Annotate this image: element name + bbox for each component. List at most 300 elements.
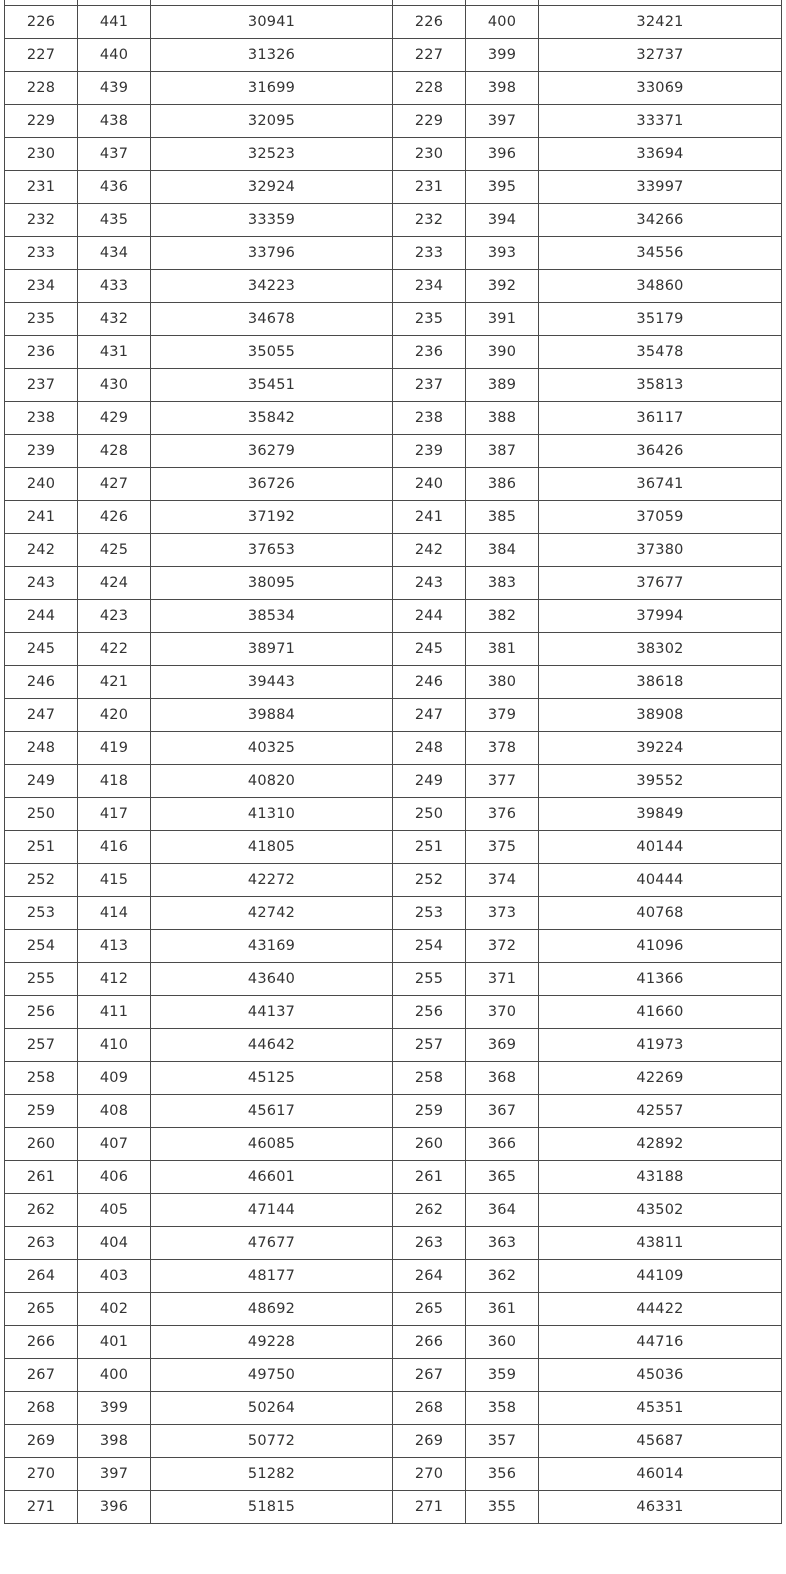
cell-cumulative-left: 30941 bbox=[151, 6, 393, 39]
cell-rank-left: 244 bbox=[5, 600, 78, 633]
table-row bbox=[5, 1359, 782, 1392]
cell-rank-right: 234 bbox=[393, 270, 466, 303]
cell-score-right: 364 bbox=[466, 1194, 539, 1227]
cell-rank-left: 226 bbox=[5, 6, 78, 39]
cell-rank-right: 239 bbox=[393, 435, 466, 468]
table-row bbox=[5, 270, 782, 303]
cell-cumulative-right: 34266 bbox=[539, 204, 782, 237]
cell-rank-right: 255 bbox=[393, 963, 466, 996]
cell-rank-right: 235 bbox=[393, 303, 466, 336]
table-row bbox=[5, 930, 782, 963]
cell-cumulative-right: 39849 bbox=[539, 798, 782, 831]
cell-rank-right: 226 bbox=[393, 6, 466, 39]
table-row bbox=[5, 1095, 782, 1128]
cell-rank-right: 259 bbox=[393, 1095, 466, 1128]
cell-cumulative-right: 45351 bbox=[539, 1392, 782, 1425]
cell-cumulative-left: 37192 bbox=[151, 501, 393, 534]
cell-score-left: 412 bbox=[78, 963, 151, 996]
cell-rank-left: 265 bbox=[5, 1293, 78, 1326]
cell-score-left: 419 bbox=[78, 732, 151, 765]
cell-score-right: 390 bbox=[466, 336, 539, 369]
cell-cumulative-left: 41805 bbox=[151, 831, 393, 864]
cell-score-left: 414 bbox=[78, 897, 151, 930]
cell-score-left: 431 bbox=[78, 336, 151, 369]
cell-rank-right: 266 bbox=[393, 1326, 466, 1359]
cell-cumulative-left: 47144 bbox=[151, 1194, 393, 1227]
cell-score-right: 366 bbox=[466, 1128, 539, 1161]
cell-score-left: 396 bbox=[78, 1491, 151, 1524]
cell-rank-left: 271 bbox=[5, 1491, 78, 1524]
table-row bbox=[5, 6, 782, 39]
cell-rank-left: 230 bbox=[5, 138, 78, 171]
cell-cumulative-left: 41310 bbox=[151, 798, 393, 831]
cell-rank-right: 238 bbox=[393, 402, 466, 435]
cell-score-left: 415 bbox=[78, 864, 151, 897]
cell-cumulative-right: 40768 bbox=[539, 897, 782, 930]
cell-cumulative-left: 43169 bbox=[151, 930, 393, 963]
table-row bbox=[5, 39, 782, 72]
cell-score-right: 383 bbox=[466, 567, 539, 600]
table-row bbox=[5, 138, 782, 171]
cell-score-right: 372 bbox=[466, 930, 539, 963]
cell-cumulative-left: 31699 bbox=[151, 72, 393, 105]
cell-score-right: 400 bbox=[466, 6, 539, 39]
table-row bbox=[5, 1260, 782, 1293]
cell-score-right: 380 bbox=[466, 666, 539, 699]
cell-rank-right: 252 bbox=[393, 864, 466, 897]
cell-score-left: 441 bbox=[78, 6, 151, 39]
cell-rank-left: 258 bbox=[5, 1062, 78, 1095]
cell-cumulative-right: 38908 bbox=[539, 699, 782, 732]
cell-cumulative-left: 35842 bbox=[151, 402, 393, 435]
cell-score-left: 410 bbox=[78, 1029, 151, 1062]
cell-score-right: 373 bbox=[466, 897, 539, 930]
cell-score-left: 404 bbox=[78, 1227, 151, 1260]
cell-score-right: 367 bbox=[466, 1095, 539, 1128]
table-row bbox=[5, 897, 782, 930]
cell-score-right: 384 bbox=[466, 534, 539, 567]
table-row bbox=[5, 204, 782, 237]
cell-score-left: 433 bbox=[78, 270, 151, 303]
cell-cumulative-left: 45617 bbox=[151, 1095, 393, 1128]
cell-score-left: 405 bbox=[78, 1194, 151, 1227]
cell-cumulative-left: 42742 bbox=[151, 897, 393, 930]
cell-rank-left: 262 bbox=[5, 1194, 78, 1227]
cell-rank-left: 245 bbox=[5, 633, 78, 666]
cell-cumulative-left: 34678 bbox=[151, 303, 393, 336]
cell-cumulative-left: 33796 bbox=[151, 237, 393, 270]
cell-cumulative-right: 37380 bbox=[539, 534, 782, 567]
table-row bbox=[5, 501, 782, 534]
cell-score-left: 427 bbox=[78, 468, 151, 501]
cell-rank-right: 237 bbox=[393, 369, 466, 402]
cell-score-right: 355 bbox=[466, 1491, 539, 1524]
cell-cumulative-left: 51815 bbox=[151, 1491, 393, 1524]
cell-cumulative-left: 47677 bbox=[151, 1227, 393, 1260]
cell-rank-right: 229 bbox=[393, 105, 466, 138]
cell-rank-left: 247 bbox=[5, 699, 78, 732]
cell-score-right: 365 bbox=[466, 1161, 539, 1194]
cell-cumulative-left: 46085 bbox=[151, 1128, 393, 1161]
cell-score-right: 392 bbox=[466, 270, 539, 303]
cell-cumulative-left: 36279 bbox=[151, 435, 393, 468]
cell-score-left: 434 bbox=[78, 237, 151, 270]
cell-score-right: 395 bbox=[466, 171, 539, 204]
cell-cumulative-left: 39884 bbox=[151, 699, 393, 732]
cell-score-right: 397 bbox=[466, 105, 539, 138]
cell-score-right: 363 bbox=[466, 1227, 539, 1260]
cell-score-left: 439 bbox=[78, 72, 151, 105]
cell-score-right: 359 bbox=[466, 1359, 539, 1392]
cell-cumulative-right: 42269 bbox=[539, 1062, 782, 1095]
cell-score-left: 416 bbox=[78, 831, 151, 864]
cell-cumulative-left: 34223 bbox=[151, 270, 393, 303]
table-row bbox=[5, 1458, 782, 1491]
cell-score-right: 398 bbox=[466, 72, 539, 105]
cell-rank-left: 229 bbox=[5, 105, 78, 138]
table-row bbox=[5, 1392, 782, 1425]
cell-cumulative-left: 36726 bbox=[151, 468, 393, 501]
cell-rank-left: 239 bbox=[5, 435, 78, 468]
cell-score-left: 402 bbox=[78, 1293, 151, 1326]
table-row bbox=[5, 468, 782, 501]
cell-cumulative-right: 33694 bbox=[539, 138, 782, 171]
cell-rank-left: 232 bbox=[5, 204, 78, 237]
cell-cumulative-right: 37994 bbox=[539, 600, 782, 633]
table-row bbox=[5, 1194, 782, 1227]
cell-cumulative-left: 38534 bbox=[151, 600, 393, 633]
cell-rank-right: 243 bbox=[393, 567, 466, 600]
cell-rank-right: 228 bbox=[393, 72, 466, 105]
table-row bbox=[5, 72, 782, 105]
cell-rank-left: 231 bbox=[5, 171, 78, 204]
cell-score-right: 382 bbox=[466, 600, 539, 633]
cell-rank-right: 253 bbox=[393, 897, 466, 930]
cell-rank-right: 256 bbox=[393, 996, 466, 1029]
table-row bbox=[5, 237, 782, 270]
cell-cumulative-right: 38302 bbox=[539, 633, 782, 666]
cell-cumulative-right: 40144 bbox=[539, 831, 782, 864]
cell-rank-right: 258 bbox=[393, 1062, 466, 1095]
cell-score-left: 421 bbox=[78, 666, 151, 699]
cell-cumulative-right: 33997 bbox=[539, 171, 782, 204]
cell-score-right: 399 bbox=[466, 39, 539, 72]
cell-rank-right: 268 bbox=[393, 1392, 466, 1425]
cell-rank-left: 238 bbox=[5, 402, 78, 435]
table-row bbox=[5, 666, 782, 699]
cell-cumulative-right: 45687 bbox=[539, 1425, 782, 1458]
cell-rank-right: 261 bbox=[393, 1161, 466, 1194]
cell-score-left: 403 bbox=[78, 1260, 151, 1293]
cell-score-left: 400 bbox=[78, 1359, 151, 1392]
cell-score-right: 379 bbox=[466, 699, 539, 732]
cell-rank-left: 268 bbox=[5, 1392, 78, 1425]
cell-cumulative-right: 39552 bbox=[539, 765, 782, 798]
cell-rank-right: 247 bbox=[393, 699, 466, 732]
cell-cumulative-left: 40325 bbox=[151, 732, 393, 765]
cell-score-right: 369 bbox=[466, 1029, 539, 1062]
cell-score-right: 389 bbox=[466, 369, 539, 402]
ranking-table-container bbox=[4, 0, 781, 1524]
cell-cumulative-left: 46601 bbox=[151, 1161, 393, 1194]
cell-score-right: 357 bbox=[466, 1425, 539, 1458]
cell-cumulative-right: 33069 bbox=[539, 72, 782, 105]
cell-score-right: 360 bbox=[466, 1326, 539, 1359]
cell-cumulative-left: 50772 bbox=[151, 1425, 393, 1458]
cell-rank-left: 263 bbox=[5, 1227, 78, 1260]
cell-cumulative-right: 44109 bbox=[539, 1260, 782, 1293]
cell-rank-left: 269 bbox=[5, 1425, 78, 1458]
cell-rank-right: 231 bbox=[393, 171, 466, 204]
cell-rank-left: 256 bbox=[5, 996, 78, 1029]
cell-score-left: 440 bbox=[78, 39, 151, 72]
cell-score-left: 397 bbox=[78, 1458, 151, 1491]
cell-score-right: 374 bbox=[466, 864, 539, 897]
cell-rank-right: 230 bbox=[393, 138, 466, 171]
table-row bbox=[5, 1227, 782, 1260]
table-row bbox=[5, 369, 782, 402]
table-row bbox=[5, 1491, 782, 1524]
cell-rank-right: 254 bbox=[393, 930, 466, 963]
cell-rank-left: 266 bbox=[5, 1326, 78, 1359]
cell-score-left: 422 bbox=[78, 633, 151, 666]
cell-cumulative-right: 36741 bbox=[539, 468, 782, 501]
cell-score-right: 376 bbox=[466, 798, 539, 831]
cell-cumulative-right: 36117 bbox=[539, 402, 782, 435]
cell-cumulative-left: 38971 bbox=[151, 633, 393, 666]
cell-score-left: 437 bbox=[78, 138, 151, 171]
table-row bbox=[5, 1161, 782, 1194]
cell-cumulative-right: 33371 bbox=[539, 105, 782, 138]
cell-rank-right: 232 bbox=[393, 204, 466, 237]
table-row bbox=[5, 1293, 782, 1326]
table-row bbox=[5, 963, 782, 996]
cell-score-left: 435 bbox=[78, 204, 151, 237]
cell-score-right: 361 bbox=[466, 1293, 539, 1326]
cell-rank-right: 246 bbox=[393, 666, 466, 699]
table-row bbox=[5, 1425, 782, 1458]
cell-rank-left: 267 bbox=[5, 1359, 78, 1392]
cell-cumulative-left: 49228 bbox=[151, 1326, 393, 1359]
cell-cumulative-right: 39224 bbox=[539, 732, 782, 765]
cell-rank-left: 237 bbox=[5, 369, 78, 402]
table-row bbox=[5, 567, 782, 600]
cell-rank-left: 264 bbox=[5, 1260, 78, 1293]
cell-rank-left: 261 bbox=[5, 1161, 78, 1194]
cell-rank-left: 246 bbox=[5, 666, 78, 699]
cell-rank-left: 254 bbox=[5, 930, 78, 963]
cell-score-left: 406 bbox=[78, 1161, 151, 1194]
cell-cumulative-left: 48692 bbox=[151, 1293, 393, 1326]
cell-rank-right: 265 bbox=[393, 1293, 466, 1326]
cell-score-left: 417 bbox=[78, 798, 151, 831]
cell-rank-right: 250 bbox=[393, 798, 466, 831]
cell-cumulative-right: 46014 bbox=[539, 1458, 782, 1491]
cell-cumulative-left: 39443 bbox=[151, 666, 393, 699]
cell-score-left: 418 bbox=[78, 765, 151, 798]
cell-cumulative-right: 41973 bbox=[539, 1029, 782, 1062]
table-row bbox=[5, 1062, 782, 1095]
cell-score-right: 391 bbox=[466, 303, 539, 336]
cell-cumulative-right: 37059 bbox=[539, 501, 782, 534]
cell-rank-left: 228 bbox=[5, 72, 78, 105]
cell-score-left: 399 bbox=[78, 1392, 151, 1425]
cell-cumulative-left: 42272 bbox=[151, 864, 393, 897]
cell-rank-right: 245 bbox=[393, 633, 466, 666]
cell-cumulative-right: 34556 bbox=[539, 237, 782, 270]
table-row bbox=[5, 1029, 782, 1062]
cell-score-left: 407 bbox=[78, 1128, 151, 1161]
cell-score-left: 430 bbox=[78, 369, 151, 402]
cell-cumulative-right: 38618 bbox=[539, 666, 782, 699]
cell-cumulative-left: 35055 bbox=[151, 336, 393, 369]
cell-score-left: 425 bbox=[78, 534, 151, 567]
cell-score-right: 378 bbox=[466, 732, 539, 765]
cell-score-right: 370 bbox=[466, 996, 539, 1029]
cell-rank-left: 243 bbox=[5, 567, 78, 600]
cell-cumulative-right: 35179 bbox=[539, 303, 782, 336]
table-row bbox=[5, 798, 782, 831]
table-row bbox=[5, 336, 782, 369]
cell-cumulative-left: 44642 bbox=[151, 1029, 393, 1062]
cell-cumulative-right: 35813 bbox=[539, 369, 782, 402]
cell-rank-left: 236 bbox=[5, 336, 78, 369]
cell-cumulative-right: 36426 bbox=[539, 435, 782, 468]
ranking-table bbox=[4, 0, 782, 1524]
cell-cumulative-left: 49750 bbox=[151, 1359, 393, 1392]
cell-cumulative-left: 48177 bbox=[151, 1260, 393, 1293]
cell-rank-right: 267 bbox=[393, 1359, 466, 1392]
cell-score-right: 385 bbox=[466, 501, 539, 534]
cell-cumulative-right: 43502 bbox=[539, 1194, 782, 1227]
cell-cumulative-left: 37653 bbox=[151, 534, 393, 567]
cell-score-left: 428 bbox=[78, 435, 151, 468]
cell-cumulative-right: 40444 bbox=[539, 864, 782, 897]
cell-cumulative-right: 45036 bbox=[539, 1359, 782, 1392]
table-row bbox=[5, 171, 782, 204]
cell-rank-left: 234 bbox=[5, 270, 78, 303]
cell-cumulative-right: 34860 bbox=[539, 270, 782, 303]
cell-cumulative-left: 50264 bbox=[151, 1392, 393, 1425]
cell-rank-right: 262 bbox=[393, 1194, 466, 1227]
cell-rank-left: 251 bbox=[5, 831, 78, 864]
cell-rank-right: 264 bbox=[393, 1260, 466, 1293]
cell-score-left: 429 bbox=[78, 402, 151, 435]
cell-score-left: 423 bbox=[78, 600, 151, 633]
cell-cumulative-right: 41366 bbox=[539, 963, 782, 996]
cell-score-right: 393 bbox=[466, 237, 539, 270]
cell-rank-left: 241 bbox=[5, 501, 78, 534]
cell-cumulative-right: 42557 bbox=[539, 1095, 782, 1128]
cell-score-left: 398 bbox=[78, 1425, 151, 1458]
table-row bbox=[5, 732, 782, 765]
cell-cumulative-right: 44422 bbox=[539, 1293, 782, 1326]
cell-rank-left: 270 bbox=[5, 1458, 78, 1491]
cell-score-right: 387 bbox=[466, 435, 539, 468]
table-row bbox=[5, 1128, 782, 1161]
cell-score-right: 362 bbox=[466, 1260, 539, 1293]
cell-score-left: 438 bbox=[78, 105, 151, 138]
cell-rank-right: 269 bbox=[393, 1425, 466, 1458]
cell-cumulative-left: 45125 bbox=[151, 1062, 393, 1095]
cell-score-left: 411 bbox=[78, 996, 151, 1029]
cell-rank-left: 240 bbox=[5, 468, 78, 501]
cell-cumulative-right: 42892 bbox=[539, 1128, 782, 1161]
table-row bbox=[5, 765, 782, 798]
table-row bbox=[5, 402, 782, 435]
cell-cumulative-left: 32924 bbox=[151, 171, 393, 204]
cell-rank-right: 271 bbox=[393, 1491, 466, 1524]
table-row bbox=[5, 435, 782, 468]
cell-rank-right: 241 bbox=[393, 501, 466, 534]
cell-score-left: 401 bbox=[78, 1326, 151, 1359]
cell-rank-left: 249 bbox=[5, 765, 78, 798]
cell-rank-left: 248 bbox=[5, 732, 78, 765]
table-row bbox=[5, 600, 782, 633]
cell-score-left: 413 bbox=[78, 930, 151, 963]
cell-cumulative-right: 32737 bbox=[539, 39, 782, 72]
table-row bbox=[5, 633, 782, 666]
cell-score-right: 394 bbox=[466, 204, 539, 237]
cell-cumulative-left: 38095 bbox=[151, 567, 393, 600]
cell-cumulative-right: 41096 bbox=[539, 930, 782, 963]
cell-cumulative-left: 35451 bbox=[151, 369, 393, 402]
table-row bbox=[5, 699, 782, 732]
cell-score-left: 424 bbox=[78, 567, 151, 600]
cell-cumulative-right: 37677 bbox=[539, 567, 782, 600]
ranking-table-body bbox=[5, 0, 782, 1524]
cell-rank-right: 248 bbox=[393, 732, 466, 765]
cell-score-right: 375 bbox=[466, 831, 539, 864]
cell-rank-left: 257 bbox=[5, 1029, 78, 1062]
cell-rank-right: 249 bbox=[393, 765, 466, 798]
cell-rank-left: 233 bbox=[5, 237, 78, 270]
table-row bbox=[5, 996, 782, 1029]
cell-score-right: 358 bbox=[466, 1392, 539, 1425]
cell-score-left: 408 bbox=[78, 1095, 151, 1128]
cell-score-right: 377 bbox=[466, 765, 539, 798]
cell-score-right: 396 bbox=[466, 138, 539, 171]
cell-score-left: 409 bbox=[78, 1062, 151, 1095]
cell-cumulative-right: 43811 bbox=[539, 1227, 782, 1260]
cell-rank-right: 236 bbox=[393, 336, 466, 369]
cell-cumulative-right: 32421 bbox=[539, 6, 782, 39]
cell-rank-right: 270 bbox=[393, 1458, 466, 1491]
cell-rank-left: 260 bbox=[5, 1128, 78, 1161]
cell-cumulative-right: 41660 bbox=[539, 996, 782, 1029]
cell-rank-left: 235 bbox=[5, 303, 78, 336]
cell-score-left: 432 bbox=[78, 303, 151, 336]
cell-rank-left: 259 bbox=[5, 1095, 78, 1128]
table-row bbox=[5, 864, 782, 897]
cell-rank-left: 255 bbox=[5, 963, 78, 996]
cell-score-left: 436 bbox=[78, 171, 151, 204]
cell-score-right: 388 bbox=[466, 402, 539, 435]
cell-rank-left: 253 bbox=[5, 897, 78, 930]
cell-cumulative-right: 46331 bbox=[539, 1491, 782, 1524]
cell-cumulative-left: 32095 bbox=[151, 105, 393, 138]
cell-score-right: 381 bbox=[466, 633, 539, 666]
cell-rank-left: 250 bbox=[5, 798, 78, 831]
cell-rank-right: 263 bbox=[393, 1227, 466, 1260]
cell-rank-right: 233 bbox=[393, 237, 466, 270]
cell-cumulative-left: 31326 bbox=[151, 39, 393, 72]
cell-rank-left: 227 bbox=[5, 39, 78, 72]
cell-rank-right: 244 bbox=[393, 600, 466, 633]
cell-score-left: 426 bbox=[78, 501, 151, 534]
table-row bbox=[5, 105, 782, 138]
cell-cumulative-left: 40820 bbox=[151, 765, 393, 798]
